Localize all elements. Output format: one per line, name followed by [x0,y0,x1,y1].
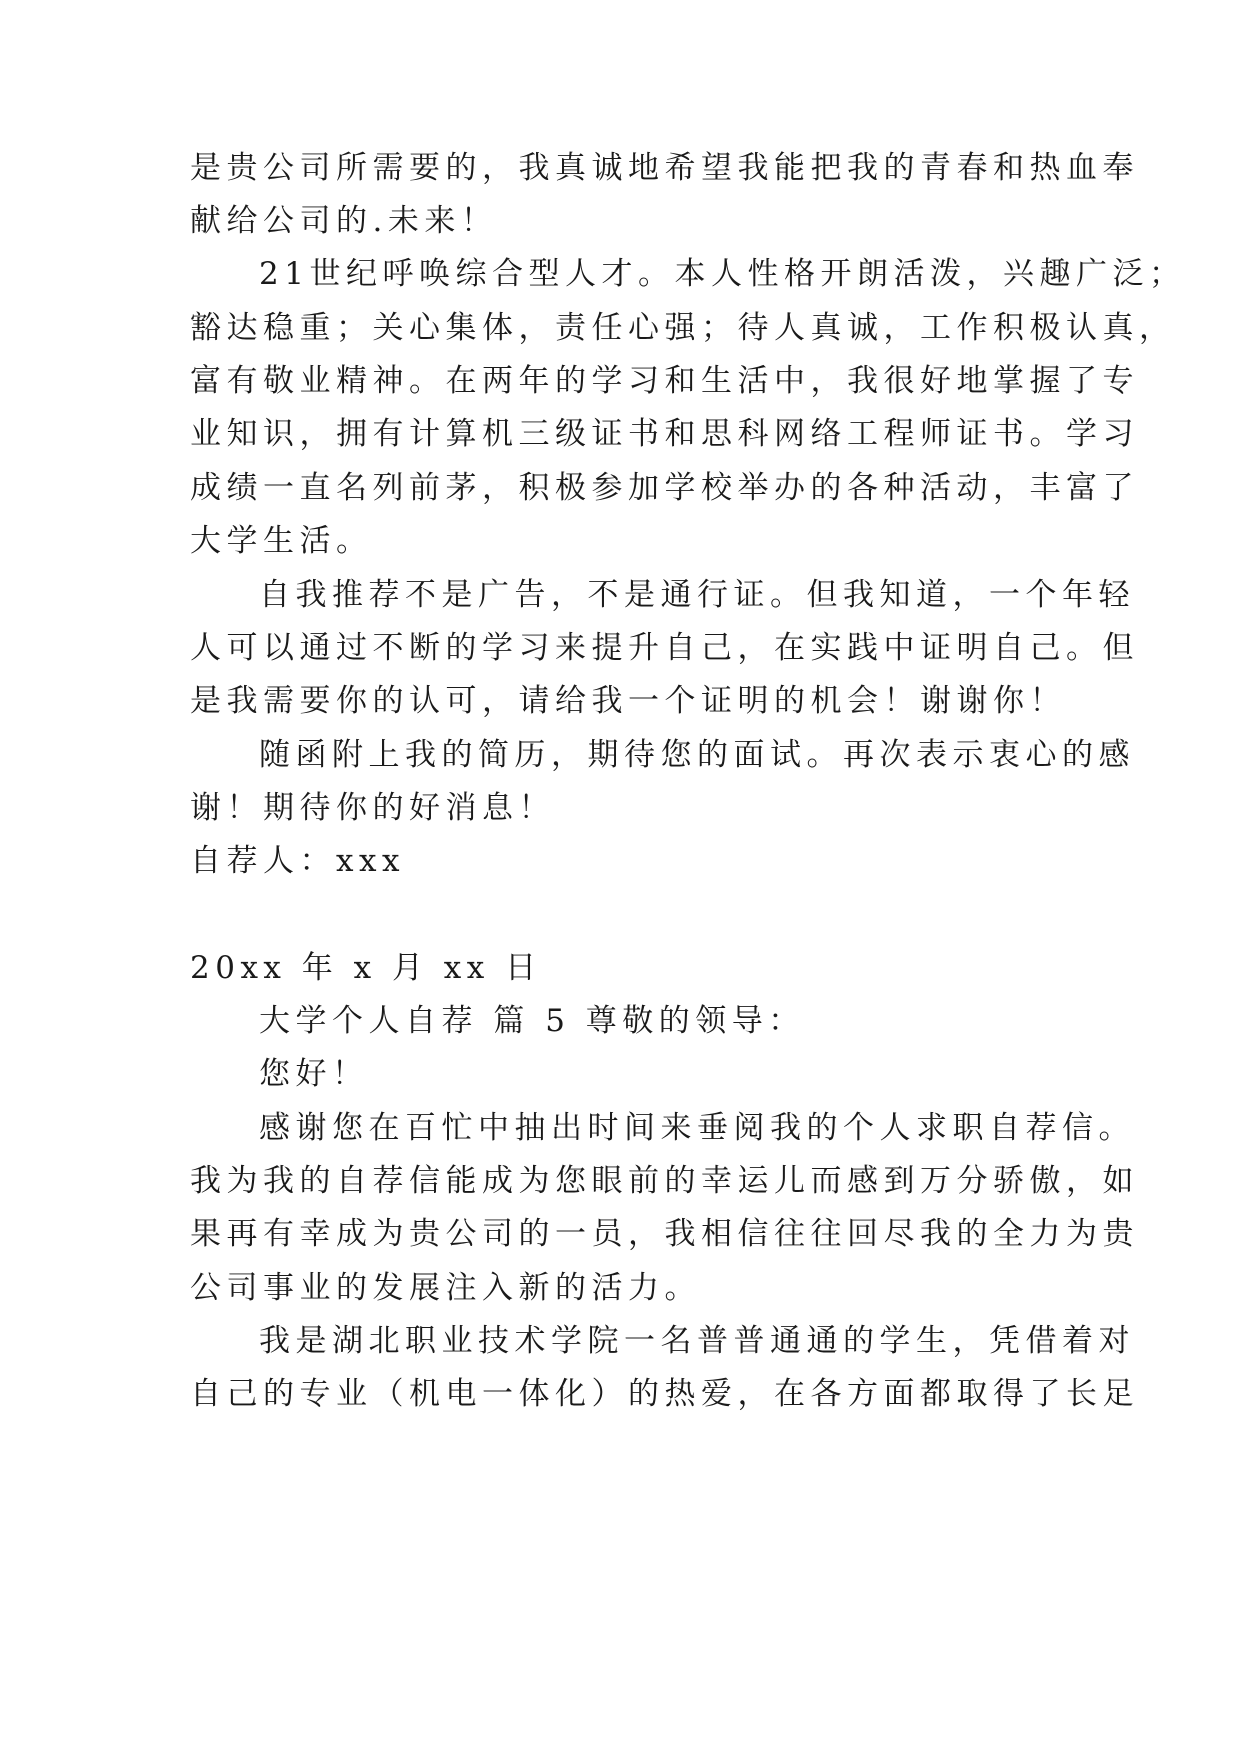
signature-line: 自荐人：xxx [190,843,405,879]
text-line: 业知识，拥有计算机三级证书和思科网络工程师证书。学习 [190,416,1139,452]
greeting-line: 您好！ [259,1056,369,1092]
text-line: 是我需要你的认可，请给我一个证明的机会！谢谢你！ [190,683,1066,719]
text-line: 自我推荐不是广告，不是通行证。但我知道，一个年轻 [259,577,1135,613]
text-line: 人可以通过不断的学习来提升自己，在实践中证明自己。但 [190,630,1139,666]
text-line: 感谢您在百忙中抽出时间来垂阅我的个人求职自荐信。 [259,1110,1135,1146]
text-line: 谢！期待你的好消息！ [190,790,555,826]
text-line: 我是湖北职业技术学院一名普普通通的学生，凭借着对 [259,1323,1135,1359]
text-line: 果再有幸成为贵公司的一员，我相信往往回尽我的全力为贵 [190,1216,1139,1252]
text-line: 豁达稳重；关心集体，责任心强；待人真诚，工作积极认真， [190,310,1176,346]
text-line: 自己的专业（机电一体化）的热爱，在各方面都取得了长足 [190,1376,1139,1412]
text-line: 富有敬业精神。在两年的学习和生活中，我很好地掌握了专 [190,363,1139,399]
text-line: 公司事业的发展注入新的活力。 [190,1270,701,1306]
text-line: 随函附上我的简历，期待您的面试。再次表示衷心的感 [259,737,1135,773]
text-line: 大学生活。 [190,523,373,559]
text-line: 是贵公司所需要的，我真诚地希望我能把我的青春和热血奉 [190,150,1139,186]
text-line: 献给公司的.未来！ [190,203,498,239]
text-line: 21世纪呼唤综合型人才。本人性格开朗活泼，兴趣广泛； [259,256,1186,292]
text-line: 成绩一直名列前茅，积极参加学校举办的各种活动，丰富了 [190,470,1139,506]
section-heading: 大学个人自荐 篇 5 尊敬的领导： [259,1003,805,1039]
date-line: 20xx 年 x 月 xx 日 [190,950,542,986]
text-line: 我为我的自荐信能成为您眼前的幸运儿而感到万分骄傲，如 [190,1163,1139,1199]
